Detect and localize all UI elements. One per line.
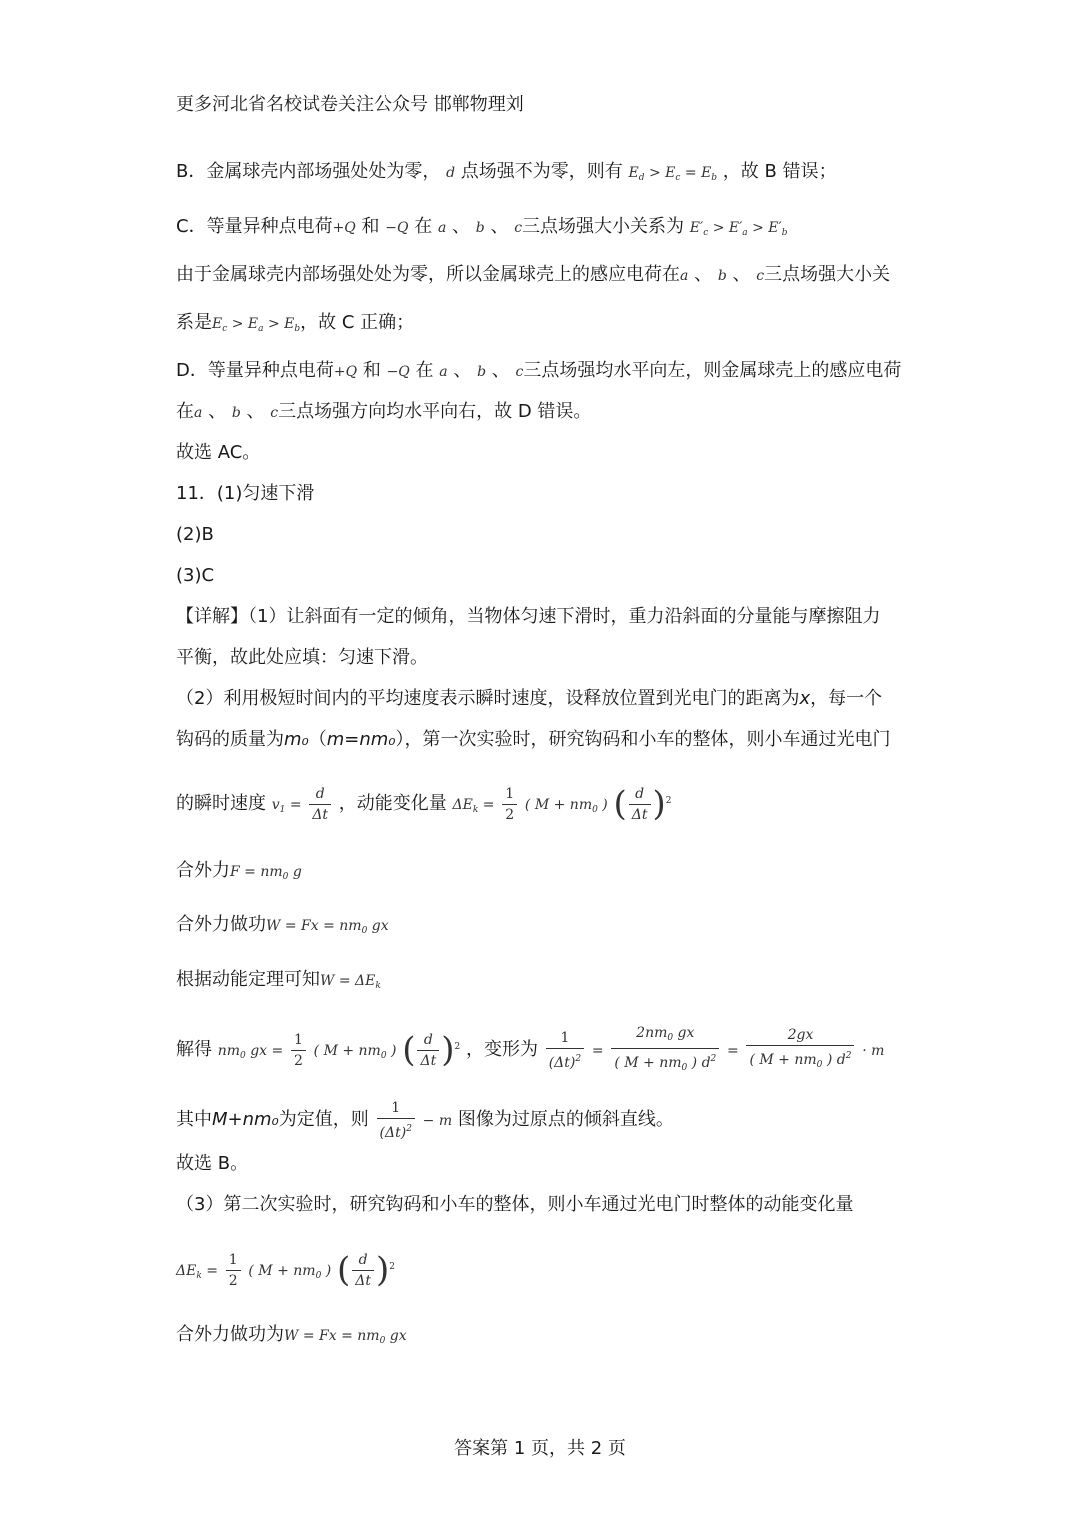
answer-11-1: 11．(1)匀速下滑 — [176, 483, 315, 504]
answer-11-2: (2)B — [176, 524, 214, 545]
option-c: C．等量异种点电荷+Q 和 −Q 在 a 、 b 、 c三点场强大小关系为 $E'_c > E'_a > E'_b$ — [176, 216, 788, 238]
option-d: D．等量异种点电荷+Q 和 −Q 在 a 、 b 、 c三点场强均水平向左，则金属球壳上的感应电荷 — [176, 360, 902, 381]
math-symbol: d — [446, 165, 456, 181]
option-c-line3: 系是$E_c > E_a > E_b$，故 C 正确； — [176, 312, 415, 334]
energy-change-2: $\Delta E_k$ = $\frac{1}{2}$ ( $M + nm_0$ ) ( $\frac{d}{\Delta t}$ )$^2$ — [176, 1250, 395, 1290]
option-b: B．金属球壳内部场强处处为零， d 点场强不为零，则有 $E_d > E_c = E_b$ ，故 B 错误； — [176, 161, 837, 183]
net-work-2: 合外力做功为$W = Fx = nm_0$ gx — [176, 1324, 407, 1346]
linear-relation: 其中M+nm₀为定值，则 $\frac{1}{(\Delta t)^2}$ − m 图像为过原点的倾斜直线。 — [176, 1099, 674, 1141]
detail-2: （2）利用极短时间内的平均速度表示瞬时速度，设释放位置到光电门的距离为x，每一个 — [176, 688, 883, 709]
work-energy-theorem: 根据动能定理可知$W = \Delta E_k$ — [176, 969, 381, 991]
answer-10: 故选 AC。 — [176, 442, 261, 463]
detail-2b: 钩码的质量为m₀（m=nm₀），第一次实验时，研究钩码和小车的整体，则小车通过光电门 — [176, 729, 891, 750]
math-expression: $E_c > E_a > E_b$ — [212, 316, 301, 334]
option-c-line2: 由于金属球壳内部场强处处为零，所以金属球壳上的感应电荷在a 、 b 、 c三点场强大小关 — [176, 264, 891, 285]
page-header: 更多河北省名校试卷关注公众号 邯郸物理刘 — [176, 94, 524, 115]
answer-11-b: 故选 B。 — [176, 1153, 249, 1174]
solve-line: 解得 $nm_0$ gx = $\frac{1}{2}$ ( $M + nm_0$ ) ( $\frac{d}{\Delta t}$ )$^2$ ，变形为 $\frac{1}{(\Delta t)^2}$ = $\frac{2nm_0 gx}{( M + nm_0 ) d^2}$ = $\frac{2gx}{( M + nm_0 ) d^2}$ · m — [176, 1024, 885, 1073]
fraction-d-over-dt: $\frac{d}{\Delta t}$ — [309, 784, 331, 825]
detail-3: （3）第二次实验时，研究钩码和小车的整体，则小车通过光电门时整体的动能变化量 — [176, 1194, 854, 1215]
detail-1: 【详解】（1）让斜面有一定的倾角，当物体匀速下滑时，重力沿斜面的分量能与摩擦阻力 — [176, 606, 881, 627]
page-footer: 答案第 1 页，共 2 页 — [454, 1438, 626, 1459]
detail-2c: 的瞬时速度 $v_1$ = $\frac{d}{\Delta t}$ ，动能变化量 $\Delta E_k$ = $\frac{1}{2}$ ( $M + nm_0$ ) ( $\frac{d}{\Delta t}$ )$^2$ — [176, 784, 672, 824]
math-expression: $E'_c > E'_a > E'_b$ — [689, 220, 788, 238]
net-work: 合外力做功$W = Fx = nm_0$ gx — [176, 914, 389, 936]
option-d-line2: 在a 、 b 、 c三点场强方向均水平向右，故 D 错误。 — [176, 401, 592, 422]
math-expression: $E_d > E_c = E_b$ — [628, 165, 718, 183]
answer-11-3: (3)C — [176, 565, 215, 586]
net-force: 合外力$F = nm_0$ g — [176, 860, 302, 882]
detail-1b: 平衡，故此处应填：匀速下滑。 — [176, 647, 428, 668]
